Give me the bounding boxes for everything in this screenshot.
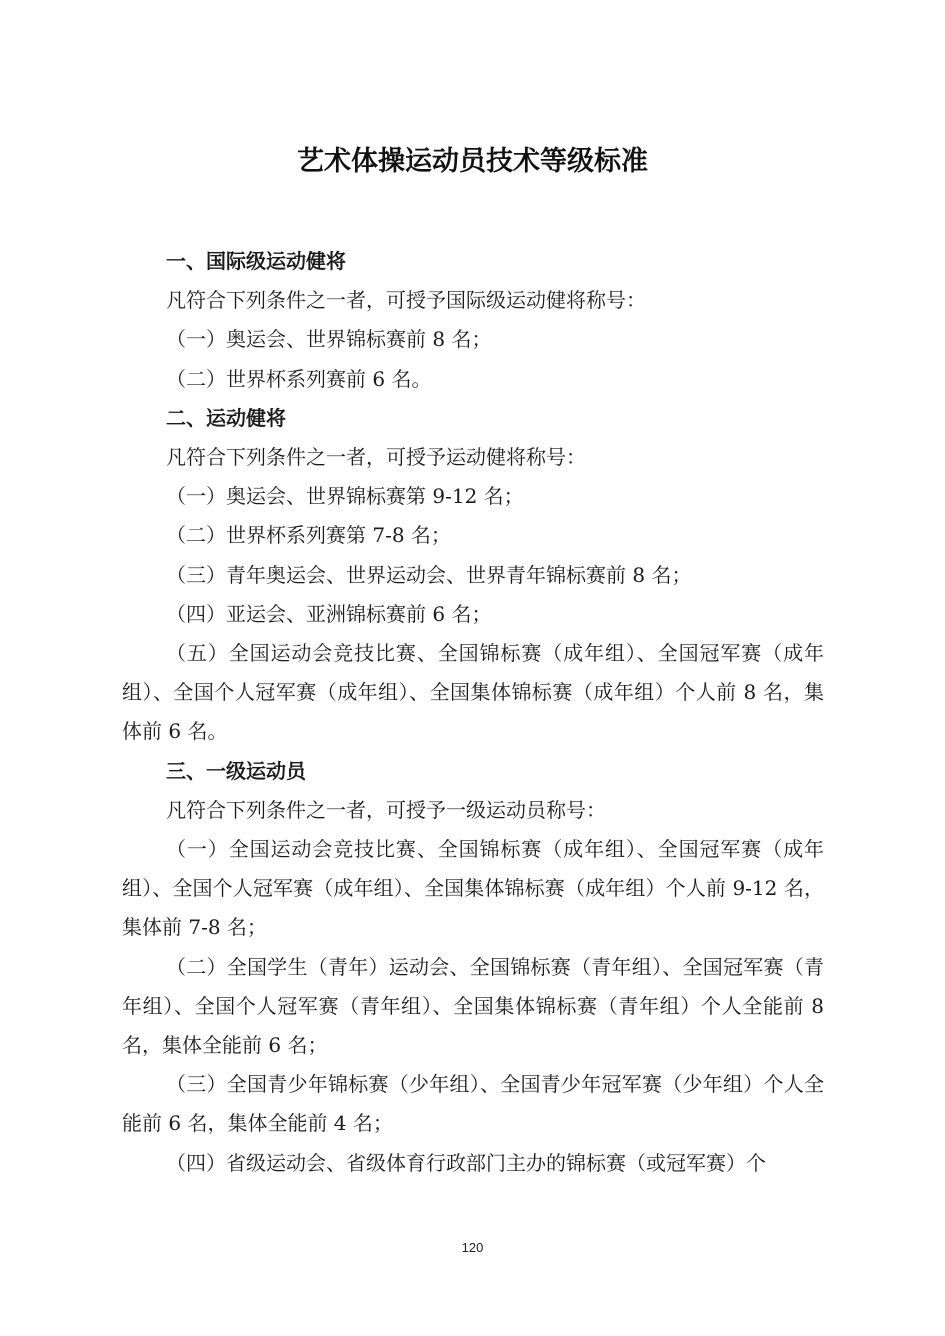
section-heading: 三、一级运动员 <box>166 758 306 783</box>
paragraph: （二）世界杯系列赛前 6 名。 <box>166 366 432 391</box>
section-heading: 二、运动健将 <box>166 405 286 430</box>
paragraph: （四）省级运动会、省级体育行政部门主办的锦标赛（或冠军赛）个 <box>166 1150 766 1175</box>
document-title: 艺术体操运动员技术等级标准 <box>297 146 648 177</box>
paragraph: （二）世界杯系列赛第 7-8 名； <box>166 523 451 548</box>
paragraph: （三）青年奥运会、世界运动会、世界青年锦标赛前 8 名； <box>166 562 692 587</box>
paragraph: 凡符合下列条件之一者，可授予一级运动员称号： <box>166 797 606 822</box>
paragraph: （一）奥运会、世界锦标赛第 9-12 名； <box>166 484 524 509</box>
paragraph: 凡符合下列条件之一者，可授予运动健将称号： <box>166 445 586 470</box>
document-body <box>122 242 824 1183</box>
paragraph: （四）亚运会、亚洲锦标赛前 6 名； <box>166 601 492 626</box>
paragraph: （一）奥运会、世界锦标赛前 8 名； <box>166 327 492 352</box>
paragraph: （三）全国青少年锦标赛（少年组）、全国青少年冠军赛（少年组）个人全能前 6 名，集体全能前 4 名； <box>122 1072 824 1136</box>
paragraph: 凡符合下列条件之一者，可授予国际级运动健将称号： <box>166 288 646 313</box>
paragraph: （一）全国运动会竞技比赛、全国锦标赛（成年组）、全国冠军赛（成年组）、全国个人冠军赛（成年组）、全国集体锦标赛（成年组）个人前 9-12 名，集体前 7-8 名； <box>122 837 824 940</box>
paragraph: （五）全国运动会竞技比赛、全国锦标赛（成年组）、全国冠军赛（成年组）、全国个人冠军赛（成年组）、全国集体锦标赛（成年组）个人前 8 名，集体前 6 名。 <box>122 641 824 744</box>
page-number: 120 <box>461 1240 484 1255</box>
paragraph: （二）全国学生（青年）运动会、全国锦标赛（青年组）、全国冠军赛（青年组）、全国个人冠军赛（青年组）、全国集体锦标赛（青年组）个人全能前 8 名，集体全能前 6 名； <box>122 954 824 1058</box>
section-heading: 一、国际级运动健将 <box>166 249 346 273</box>
